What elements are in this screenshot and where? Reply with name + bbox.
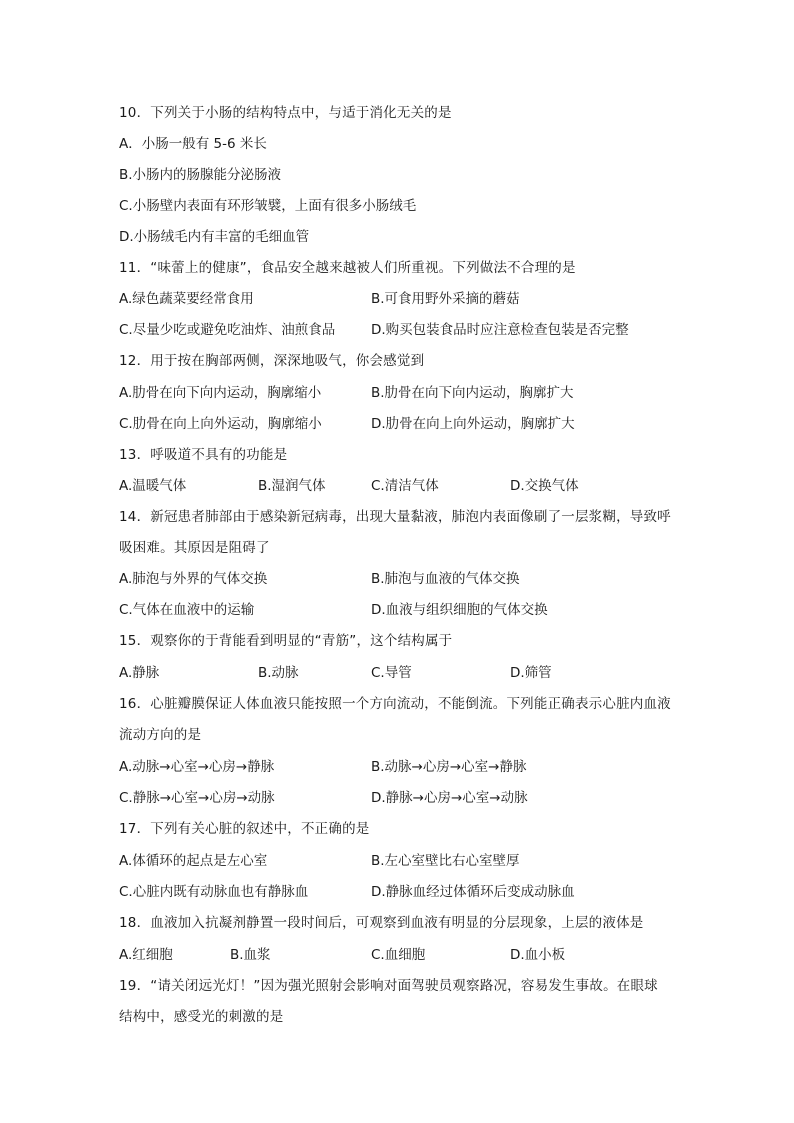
q11-option-d: D.购买包装食品时应注意检查包装是否完整 xyxy=(371,322,629,338)
q12-stem: 12．用于按在胸部两侧，深深地吸气，你会感觉到 xyxy=(119,353,425,369)
q14-stem-line2: 吸困难。其原因是阻碍了 xyxy=(119,540,270,556)
q16-option-c: C.静脉→心室→心房→动脉 xyxy=(119,790,275,806)
q11-option-a: A.绿色蔬菜要经常食用 xyxy=(119,291,254,307)
q18-stem: 18．血液加入抗凝剂静置一段时间后，可观察到血液有明显的分层现象，上层的液体是 xyxy=(119,915,644,931)
q18-option-d: D.血小板 xyxy=(510,947,566,963)
q10-stem: 10．下列关于小肠的结构特点中，与适于消化无关的是 xyxy=(119,105,452,121)
q17-option-b: B.左心室壁比右心室壁厚 xyxy=(371,853,520,869)
q18-option-c: C.血细胞 xyxy=(371,947,426,963)
q11-stem: 11．“味蕾上的健康”，食品安全越来越被人们所重视。下列做法不合理的是 xyxy=(119,260,576,276)
q13-option-d: D.交换气体 xyxy=(510,478,579,494)
q19-stem-line1: 19．“请关闭远光灯！”因为强光照射会影响对面驾驶员观察路况，容易发生事故。在眼球 xyxy=(119,978,658,994)
q13-option-c: C.清洁气体 xyxy=(371,478,439,494)
q13-option-b: B.湿润气体 xyxy=(258,478,326,494)
q18-option-b: B.血浆 xyxy=(230,947,271,963)
q10-option-c: C.小肠壁内表面有环形皱襞，上面有很多小肠绒毛 xyxy=(119,198,417,214)
q16-stem-line1: 16．心脏瓣膜保证人体血液只能按照一个方向流动，不能倒流。下列能正确表示心脏内血液 xyxy=(119,696,671,712)
q15-option-d: D.筛管 xyxy=(510,665,552,681)
q14-option-c: C.气体在血液中的运输 xyxy=(119,602,255,618)
q14-option-a: A.肺泡与外界的气体交换 xyxy=(119,571,268,587)
q12-option-d: D.肋骨在向上向外运动，胸廓扩大 xyxy=(371,416,575,432)
q16-stem-line2: 流动方向的是 xyxy=(119,727,202,743)
q14-stem-line1: 14．新冠患者肺部由于感染新冠病毒，出现大量黏液，肺泡内表面像刷了一层浆糊，导致呼 xyxy=(119,509,671,525)
q11-option-b: B.可食用野外采摘的蘑菇 xyxy=(371,291,520,307)
q15-stem: 15．观察你的于背能看到明显的“青筋”，这个结构属于 xyxy=(119,633,453,649)
q12-option-b: B.肋骨在向下向内运动，胸廓扩大 xyxy=(371,385,574,401)
q10-option-a: A．小肠一般有 5-6 米长 xyxy=(119,136,267,152)
q16-option-a: A.动脉→心室→心房→静脉 xyxy=(119,759,275,775)
q11-option-c: C.尽量少吃或避免吃油炸、油煎食品 xyxy=(119,322,336,338)
q16-option-b: B.动脉→心房→心室→静脉 xyxy=(371,759,527,775)
q15-option-a: A.静脉 xyxy=(119,665,160,681)
q15-option-b: B.动脉 xyxy=(258,665,299,681)
q14-option-d: D.血液与组织细胞的气体交换 xyxy=(371,602,548,618)
q12-option-a: A.肋骨在向下向内运动，胸廓缩小 xyxy=(119,385,322,401)
q17-option-d: D.静脉血经过体循环后变成动脉血 xyxy=(371,884,575,900)
q14-option-b: B.肺泡与血液的气体交换 xyxy=(371,571,520,587)
q12-option-c: C.肋骨在向上向外运动，胸廓缩小 xyxy=(119,416,322,432)
q13-option-a: A.温暖气体 xyxy=(119,478,187,494)
q13-stem: 13．呼吸道不具有的功能是 xyxy=(119,447,288,463)
q17-option-c: C.心脏内既有动脉血也有静脉血 xyxy=(119,884,309,900)
q19-stem-line2: 结构中，感受光的刺激的是 xyxy=(119,1009,284,1025)
q15-option-c: C.导管 xyxy=(371,665,412,681)
q10-option-d: D.小肠绒毛内有丰富的毛细血管 xyxy=(119,229,310,245)
q17-option-a: A.体循环的起点是左心室 xyxy=(119,853,268,869)
q16-option-d: D.静脉→心房→心室→动脉 xyxy=(371,790,528,806)
q18-option-a: A.红细胞 xyxy=(119,947,173,963)
q17-stem: 17．下列有关心脏的叙述中，不正确的是 xyxy=(119,821,370,837)
q10-option-b: B.小肠内的肠腺能分泌肠液 xyxy=(119,167,282,183)
